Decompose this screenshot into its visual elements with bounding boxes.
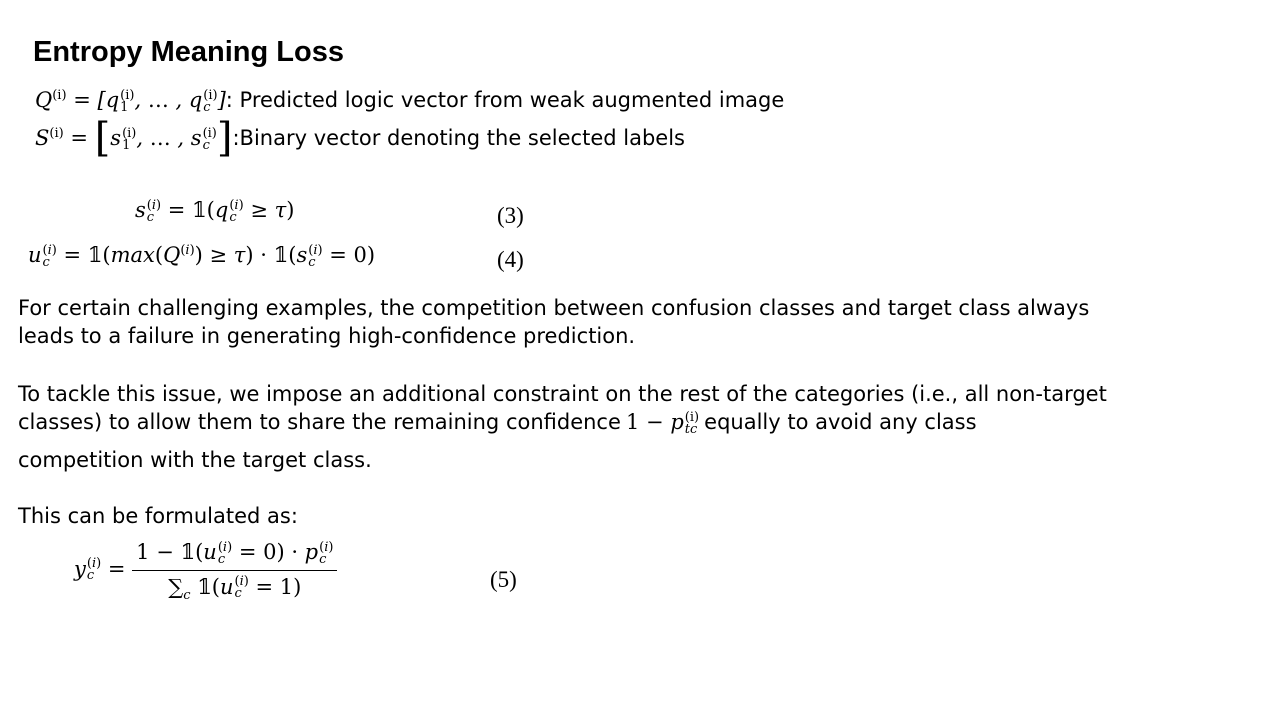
paragraph-3: This can be formulated as:	[18, 504, 298, 528]
q-definition-text: : Predicted logic vector from weak augmented image	[225, 88, 785, 112]
equation-4: u (i) c = $𝟙(\max(Q^{(i)}) \ge \tau)$ · 𝟙(s (i) c = 0)	[28, 242, 376, 270]
paragraph-2-line-2-pre: classes) to allow them to share the remaining confidence	[18, 410, 621, 434]
s-definition	[35, 115, 685, 161]
equation-4-number: (4)	[497, 247, 524, 272]
paragraph-1-line-1: For certain challenging examples, the competition between confusion classes and target class always	[18, 296, 1090, 320]
equation-5: y (i) c = 1 − 𝟙(u (i) c = 0) · p (i) c $\sum_c$ 𝟙(u (i) c = 1)	[74, 540, 337, 600]
q-vector-formula: $Q^{(i)} = [q$ (i) 1 , … , q (i) c ]	[35, 87, 226, 115]
paragraph-2-line-2	[18, 410, 977, 436]
equation-5-number: (5)	[490, 567, 517, 592]
paragraph-2-line-2-post: equally to avoid any class	[704, 410, 977, 434]
q-definition	[35, 88, 784, 114]
paragraph-2-line-1: To tackle this issue, we impose an additional constraint on the rest of the categories (i.e., all non-target	[18, 382, 1107, 406]
s-vector-formula: $S^{(i)} = [s$ (i) 1 , … , s (i) c ]	[35, 115, 233, 161]
confidence-formula: 1 − p (i) tc	[626, 409, 700, 437]
slide-title: Entropy Meaning Loss	[33, 36, 344, 68]
equation-3: s (i) c = 𝟙(q (i) c ≥ τ)	[135, 197, 295, 225]
paragraph-1-line-2: leads to a failure in generating high-confidence prediction.	[18, 324, 636, 348]
s-definition-text: :Binary vector denoting the selected labels	[232, 126, 685, 150]
equation-3-number: (3)	[497, 203, 524, 228]
paragraph-2-line-3: competition with the target class.	[18, 448, 372, 472]
